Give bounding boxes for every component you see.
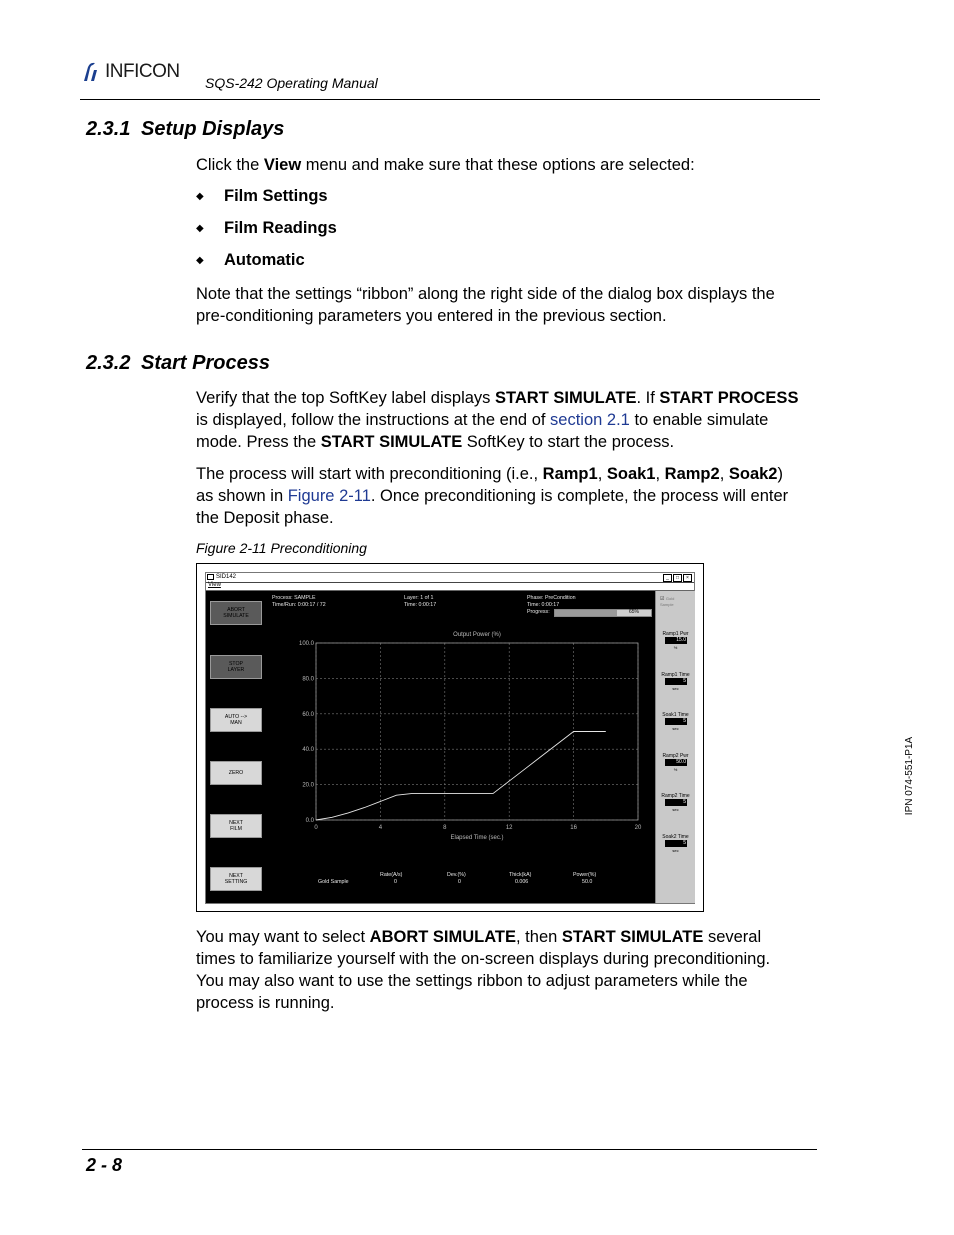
reading-dev-label: Dev.(%): [447, 872, 466, 878]
x-axis-label: Elapsed Time (sec.): [450, 835, 504, 841]
window-titlebar: [206, 573, 694, 583]
ribbon-value-field[interactable]: 15.0: [665, 637, 687, 644]
close-icon[interactable]: ×: [683, 574, 692, 582]
x-tick-label: 8: [443, 825, 447, 831]
ribbon-unit: sec: [672, 726, 679, 731]
ribbon-unit: sec: [672, 685, 679, 691]
ribbon-value-field[interactable]: 5: [665, 678, 687, 685]
setup-note: Note that the settings “ribbon” along the right side of the dialog box displays the pre-conditioning parameters you entered in the previous section.: [196, 285, 775, 325]
reading-thick-value: 0.006: [515, 879, 529, 885]
ribbon-unit: %: [673, 645, 678, 650]
heading-start-process: [86, 352, 270, 375]
ipn-label: IPN 074-551-P1A: [904, 736, 915, 816]
info-time-run: Time/Run: 0:00:17 / 72: [272, 602, 326, 608]
x-tick-label: 16: [570, 825, 577, 831]
ribbon-value-field[interactable]: 5: [665, 840, 687, 847]
diamond-bullet-icon: ◆: [196, 255, 204, 266]
next-film-softkey[interactable]: [210, 814, 262, 838]
y-tick-label: 100.0: [298, 641, 314, 647]
bullet-film-readings: ◆ Film Readings: [196, 219, 337, 237]
heading-setup-displays: [86, 118, 284, 141]
softkey-label: ABORT SIMULATE: [223, 607, 249, 619]
footer-rule: [82, 1149, 817, 1150]
ribbon-label: Ramp2 Pwr: [662, 752, 689, 759]
figure-caption: Figure 2-11 Preconditioning: [196, 540, 367, 556]
logo-text: INFICON: [105, 61, 180, 82]
x-tick-label: 4: [378, 825, 383, 831]
section-title: Start Process: [141, 352, 270, 374]
figure-preconditioning: [196, 563, 704, 912]
section-number: 2.3.2: [86, 352, 131, 374]
menu-view[interactable]: View: [208, 582, 221, 588]
section-number: 2.3.1: [86, 118, 131, 140]
info-phase-time: Time: 0:00:17: [527, 602, 560, 608]
ribbon-unit: %: [673, 766, 678, 772]
y-tick-label: 60.0: [302, 711, 314, 718]
reading-thick-label: Thick(kA): [509, 872, 532, 878]
stop-layer-softkey[interactable]: [210, 655, 262, 679]
diamond-bullet-icon: ◆: [196, 191, 204, 202]
ribbon-value-field[interactable]: 50.0: [665, 759, 687, 766]
gold-sample-label: Gold Sample: [660, 596, 675, 607]
auto-man-softkey[interactable]: [210, 708, 262, 732]
ribbon-label: Ramp1 Time: [661, 671, 690, 678]
softkey-label: AUTO --> MAN: [224, 714, 248, 726]
x-tick-label: 20: [634, 825, 642, 831]
inficon-logo: [82, 60, 180, 84]
gold-sample-checkbox[interactable]: [660, 596, 674, 608]
abort-simulate-softkey[interactable]: [210, 601, 262, 625]
y-tick-label: 0.0: [305, 818, 314, 824]
ribbon-label: Soak2 Time: [662, 833, 689, 840]
menubar: [206, 583, 694, 591]
info-layer-time: Time: 0:00:17: [404, 602, 437, 608]
y-tick-label: 80.0: [302, 676, 314, 683]
reading-dev-value: 0: [458, 879, 461, 885]
softkey-label: STOP LAYER: [227, 661, 245, 673]
x-tick-label: 0: [314, 825, 318, 831]
figure-2-11-link[interactable]: Figure 2-11: [287, 487, 371, 505]
softkey-panel: [206, 591, 270, 903]
start-process-p1: Verify that the top SoftKey label displays START SIMULATE. If START PROCESS is displayed, follow the instructions at the end of section 2.1 to enable simulate mode. Press the START SIMULATE SoftKey to start the process.: [196, 389, 799, 451]
page-number: 2 - 8: [86, 1155, 123, 1175]
setup-intro: Click the View menu and make sure that these options are selected:: [196, 156, 695, 174]
inficon-logo-mark-icon: [82, 61, 102, 83]
ribbon-value-field[interactable]: 5: [665, 718, 687, 725]
info-layer: Layer: 1 of 1: [404, 595, 434, 601]
ribbon-unit: sec: [672, 847, 679, 853]
section-title: Setup Displays: [141, 118, 285, 140]
zero-softkey[interactable]: [210, 761, 262, 785]
info-phase: Phase: PreCondition: [527, 595, 576, 601]
output-power-line: [316, 732, 606, 821]
x-tick-label: 12: [505, 825, 513, 831]
reading-power-label: Power(%): [573, 872, 597, 878]
familiarize-paragraph: You may want to select ABORT SIMULATE, then START SIMULATE several times to familiarize yourself with the on-screen displays during preconditioning. You may also want to use the settings ribbon to adjust parameters while the process is running.: [196, 928, 771, 1012]
ribbon-value-field[interactable]: 5: [665, 799, 687, 806]
next-setting-softkey[interactable]: [210, 867, 262, 891]
diamond-bullet-icon: ◆: [196, 223, 204, 234]
softkey-label: NEXT FILM: [229, 820, 243, 832]
app-icon: [207, 574, 214, 580]
info-progress-label: Progress:: [527, 609, 550, 615]
reading-film: Gold Sample: [318, 879, 349, 885]
info-process: Process: SAMPLE: [272, 595, 316, 601]
output-power-chart: [270, 613, 655, 873]
manual-title: SQS-242 Operating Manual: [205, 75, 378, 91]
start-process-p2: The process will start with preconditioning (i.e., Ramp1, Soak1, Ramp2, Soak2) as shown in Figure 2-11. Once preconditioning is complete, the process will enter the Deposit phase.: [196, 465, 789, 527]
reading-power-value: 50.0: [582, 879, 593, 885]
reading-rate-value: 0: [394, 879, 397, 885]
sid142-window: [205, 572, 695, 904]
header-rule: [80, 99, 820, 100]
settings-ribbon: [655, 591, 695, 903]
y-tick-label: 40.0: [302, 747, 314, 754]
minimize-icon[interactable]: _: [663, 574, 672, 582]
bullet-film-settings: ◆ Film Settings: [196, 187, 328, 205]
window-title: SID142: [216, 574, 237, 580]
section-2-1-link[interactable]: section 2.1: [550, 411, 630, 429]
ribbon-label: Ramp1 Pwr: [662, 631, 689, 637]
chart-title: Output Power (%): [453, 632, 501, 638]
ribbon-label: Ramp2 Time: [661, 793, 690, 799]
y-tick-label: 20.0: [302, 782, 314, 789]
maximize-icon[interactable]: □: [673, 574, 682, 582]
reading-rate-label: Rate(A/s): [380, 872, 403, 878]
bullet-automatic: ◆ Automatic: [196, 251, 305, 269]
check-icon: ☑: [660, 596, 665, 602]
softkey-label: ZERO: [228, 770, 244, 776]
progress-text: 65%: [628, 609, 639, 615]
softkey-label: NEXT SETTING: [224, 873, 248, 885]
ribbon-label: Soak1 Time: [662, 712, 689, 718]
ribbon-unit: sec: [672, 807, 679, 812]
